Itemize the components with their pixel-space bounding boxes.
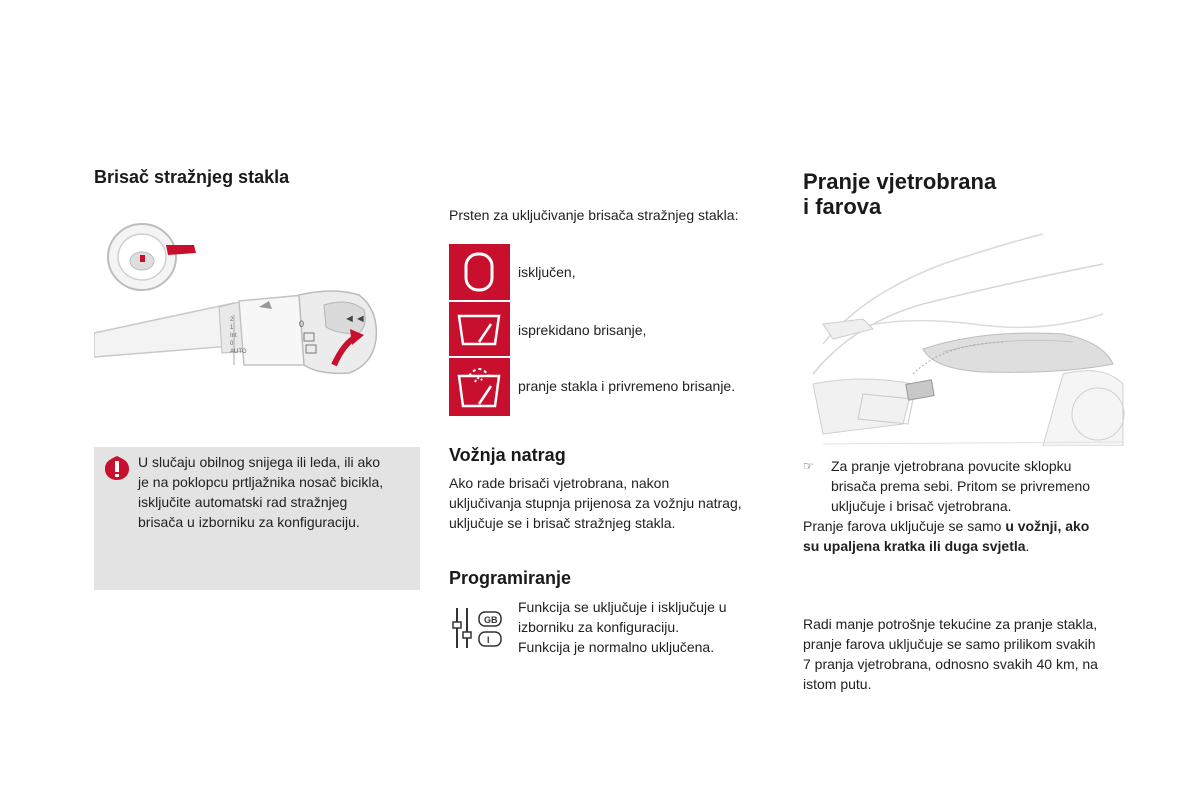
stalk-marker-label: 0 <box>299 319 305 329</box>
units-label: I <box>487 635 490 645</box>
settings-menu-icon <box>449 604 505 652</box>
stalk-position-int: Int <box>230 333 237 339</box>
economy-line: istom putu. <box>803 676 872 692</box>
warning-line: je na poklopcu prtljažnika nosač bicikla, <box>138 474 384 490</box>
intermittent-wiper-icon <box>449 302 510 356</box>
programming-text <box>518 597 778 657</box>
headlamp-text-part: Pranje farova uključuje se samo <box>803 518 1006 534</box>
mode-label-off: isključen, <box>518 264 576 280</box>
section-heading-rear-wiper: Brisač stražnjeg stakla <box>94 167 290 187</box>
car-front-illustration <box>803 224 1129 446</box>
warning-icon <box>104 455 130 481</box>
reverse-text <box>449 473 779 533</box>
headlamp-text-cont <box>803 536 1133 556</box>
warning-line: U slučaju obilnog snijega ili leda, ili ako <box>138 454 381 470</box>
bullet-line: brisača prema sebi. Pritom se privremeno <box>831 478 1091 494</box>
steering-wheel-icon <box>108 224 196 290</box>
warning-line: brisača u izborniku za konfiguraciju. <box>138 514 360 530</box>
title-line: Pranje vjetrobrana <box>803 169 997 194</box>
stalk-lever <box>94 291 376 373</box>
bullet-block <box>803 456 1133 556</box>
washer-wiper-icon <box>449 358 510 416</box>
stalk-position-2: 2 <box>230 317 234 323</box>
economy-text <box>803 614 1143 694</box>
economy-line: pranje farova uključuje se samo prilikom svakih <box>803 636 1096 652</box>
warning-line: isključite automatski rad stražnjeg <box>138 494 348 510</box>
ring-intro-text: Prsten za uključivanje brisača stražnjeg stakla: <box>449 207 739 223</box>
headlamp-text-bold: u vožnji, ako <box>1005 518 1090 534</box>
stalk-position-auto: AUTO <box>230 349 247 355</box>
title-line: i farova <box>803 194 882 219</box>
headlamp-text-end: . <box>1025 538 1030 554</box>
stalk-position-0: 0 <box>230 341 234 347</box>
economy-line: Radi manje potrošnje tekućine za pranje stakla, <box>803 616 1098 632</box>
reverse-line: Ako rade brisači vjetrobrana, nakon <box>449 475 670 491</box>
programming-line: Funkcija se uključuje i isključuje u <box>518 599 727 615</box>
mode-label-washer: pranje stakla i privremeno brisanje. <box>518 378 736 394</box>
bullet-line: Za pranje vjetrobrana povucite sklopku <box>831 458 1072 474</box>
headlamp-text <box>803 516 1133 536</box>
section-heading-reverse: Vožnja natrag <box>449 445 566 465</box>
section-heading-programming: Programiranje <box>449 568 572 588</box>
warning-text <box>138 452 418 532</box>
reverse-line: uključivanja stupnja prijenosa za vožnju natrag, <box>449 495 742 511</box>
headlamp-text-bold: su upaljena kratka ili duga svjetla <box>803 538 1026 554</box>
page-title <box>803 169 996 219</box>
stalk-position-1: 1 <box>230 325 234 331</box>
economy-line: 7 pranja vjetrobrana, odnosno svakih 40 km, na <box>803 656 1098 672</box>
reverse-line: uključuje se i brisač stražnjeg stakla. <box>449 515 676 531</box>
bullet-line: uključuje i brisač vjetrobrana. <box>831 498 1012 514</box>
wiper-stalk-illustration <box>94 215 424 385</box>
mode-label-intermittent: isprekidano brisanje, <box>518 322 647 338</box>
programming-line: Funkcija je normalno uključena. <box>518 639 715 655</box>
programming-line: izborniku za konfiguraciju. <box>518 619 680 635</box>
svg-text:◄◄: ◄◄ <box>344 313 366 325</box>
off-ring-icon <box>449 244 510 300</box>
language-label: GB <box>484 615 498 625</box>
pointer-hand-icon: ☞ <box>803 459 814 473</box>
